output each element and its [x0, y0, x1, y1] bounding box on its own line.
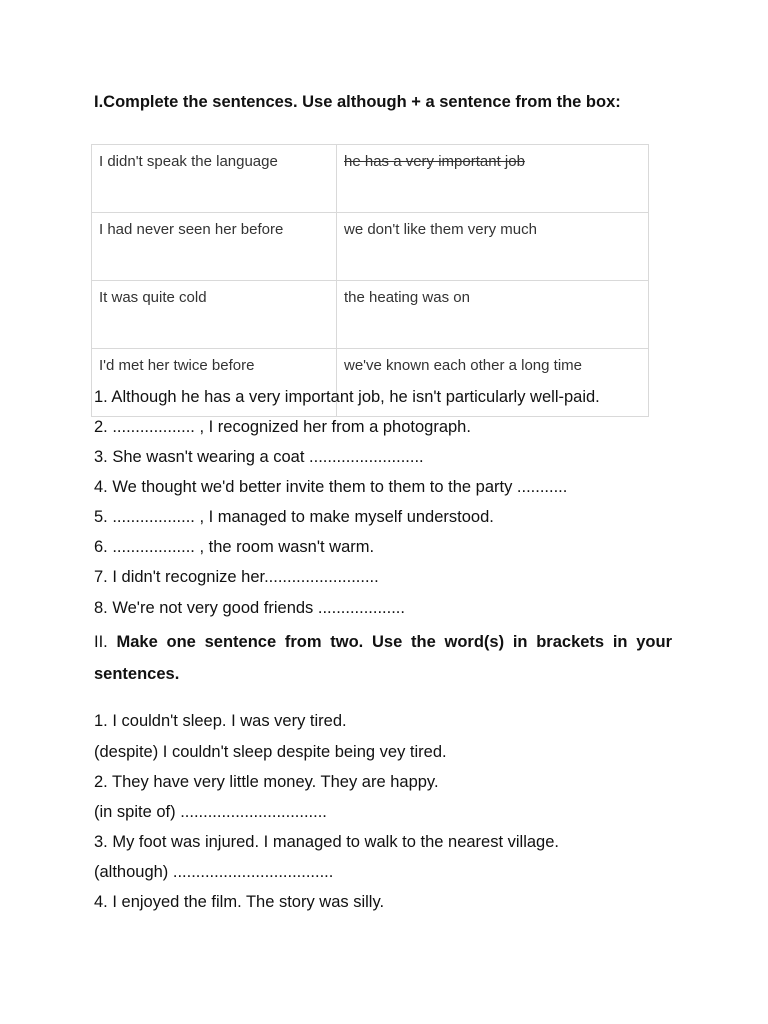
exercise-sentence: 8. We're not very good friends ................... — [94, 599, 405, 617]
exercise-sentence: 3. She wasn't wearing a coat ......................... — [94, 448, 424, 466]
exercise-sentence: 5. .................. , I managed to make myself understood. — [94, 508, 494, 526]
exercise-sentence: 7. I didn't recognize her......................... — [94, 568, 379, 586]
section-2-heading — [94, 626, 672, 690]
exercise-sentence: 1. Although he has a very important job, he isn't particularly well-paid. — [94, 388, 600, 406]
exercise-line: (despite) I couldn't sleep despite being vey tired. — [94, 743, 447, 761]
box-cell: we don't like them very much — [337, 213, 649, 281]
box-cell: It was quite cold — [92, 281, 337, 349]
exercise-sentence: 4. We thought we'd better invite them to them to the party ........... — [94, 478, 568, 496]
sentence-box — [91, 144, 649, 417]
box-cell: I had never seen her before — [92, 213, 337, 281]
box-cell: I'd met her twice before — [92, 349, 337, 417]
exercise-line: 4. I enjoyed the film. The story was silly. — [94, 893, 385, 911]
section-1-heading: I.Complete the sentences. Use although + a sentence from the box: — [94, 93, 621, 111]
exercise-sentence: 2. .................. , I recognized her from a photograph. — [94, 418, 471, 436]
exercise-line: (in spite of) ................................ — [94, 803, 327, 821]
section-2-title: Make one sentence from two. Use the word(s) in brackets in your sentences. — [94, 633, 672, 683]
box-cell-used: he has a very important job — [337, 145, 649, 213]
box-row — [92, 145, 649, 213]
box-row — [92, 213, 649, 281]
box-cell: I didn't speak the language — [92, 145, 337, 213]
exercise-sentence: 6. .................. , the room wasn't warm. — [94, 538, 375, 556]
box-row — [92, 281, 649, 349]
exercise-line: 2. They have very little money. They are happy. — [94, 773, 439, 791]
exercise-line: 1. I couldn't sleep. I was very tired. — [94, 712, 347, 730]
exercise-line: 3. My foot was injured. I managed to walk to the nearest village. — [94, 833, 559, 851]
exercise-line: (although) ................................... — [94, 863, 334, 881]
section-2-number: II. — [94, 633, 108, 651]
box-cell: we've known each other a long time — [337, 349, 649, 417]
box-cell: the heating was on — [337, 281, 649, 349]
